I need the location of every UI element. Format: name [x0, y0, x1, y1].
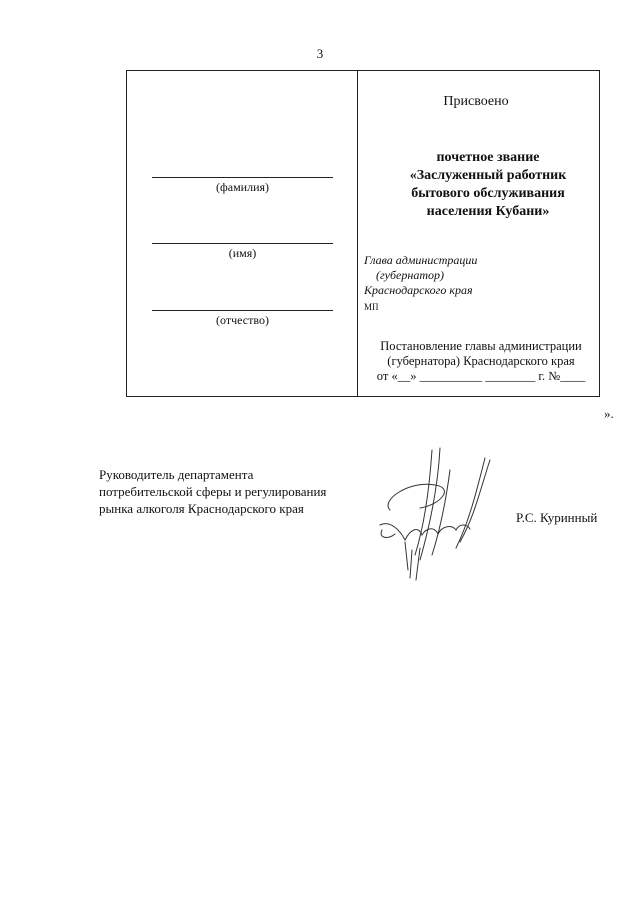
head-title-line: Глава администрации [364, 253, 478, 267]
stamp-mark: МП [364, 302, 379, 312]
surname-line [152, 177, 333, 178]
signatory-name: Р.С. Куринный [516, 510, 598, 525]
surname-caption: (фамилия) [215, 180, 270, 194]
head-title-line: Краснодарского края [364, 283, 473, 297]
signatory-position-line: рынка алкоголя Краснодарского края [99, 501, 304, 516]
signatory-position-line: потребительской сферы и регулирования [99, 484, 327, 499]
honorary-title-line: почетное звание [436, 150, 540, 165]
first-name-line [152, 243, 333, 244]
decree-line: (губернатора) Краснодарского края [387, 354, 575, 368]
honorary-title-line: «Заслуженный работник [409, 168, 567, 183]
honorary-title-line: населения Кубани» [426, 204, 550, 219]
decree-line: Постановление главы администрации [380, 339, 582, 353]
head-title-line: (губернатор) [376, 268, 444, 282]
patronymic-caption: (отчество) [216, 313, 269, 327]
assigned-label: Присвоено [443, 94, 509, 109]
honorary-title-line: бытового обслуживания [411, 186, 565, 201]
closing-quote: ». [604, 406, 614, 421]
decree-line: от «__» __________ ________ г. №____ [376, 369, 586, 383]
first-name-caption: (имя) [228, 246, 257, 260]
handwritten-signature [360, 430, 510, 590]
patronymic-line [152, 310, 333, 311]
signatory-position [99, 466, 326, 517]
page-number: 3 [316, 46, 324, 61]
decree-block [362, 339, 600, 384]
honorary-title [370, 149, 606, 221]
signatory-position-line: Руководитель департамента [99, 467, 254, 482]
certificate-divider [357, 70, 358, 397]
